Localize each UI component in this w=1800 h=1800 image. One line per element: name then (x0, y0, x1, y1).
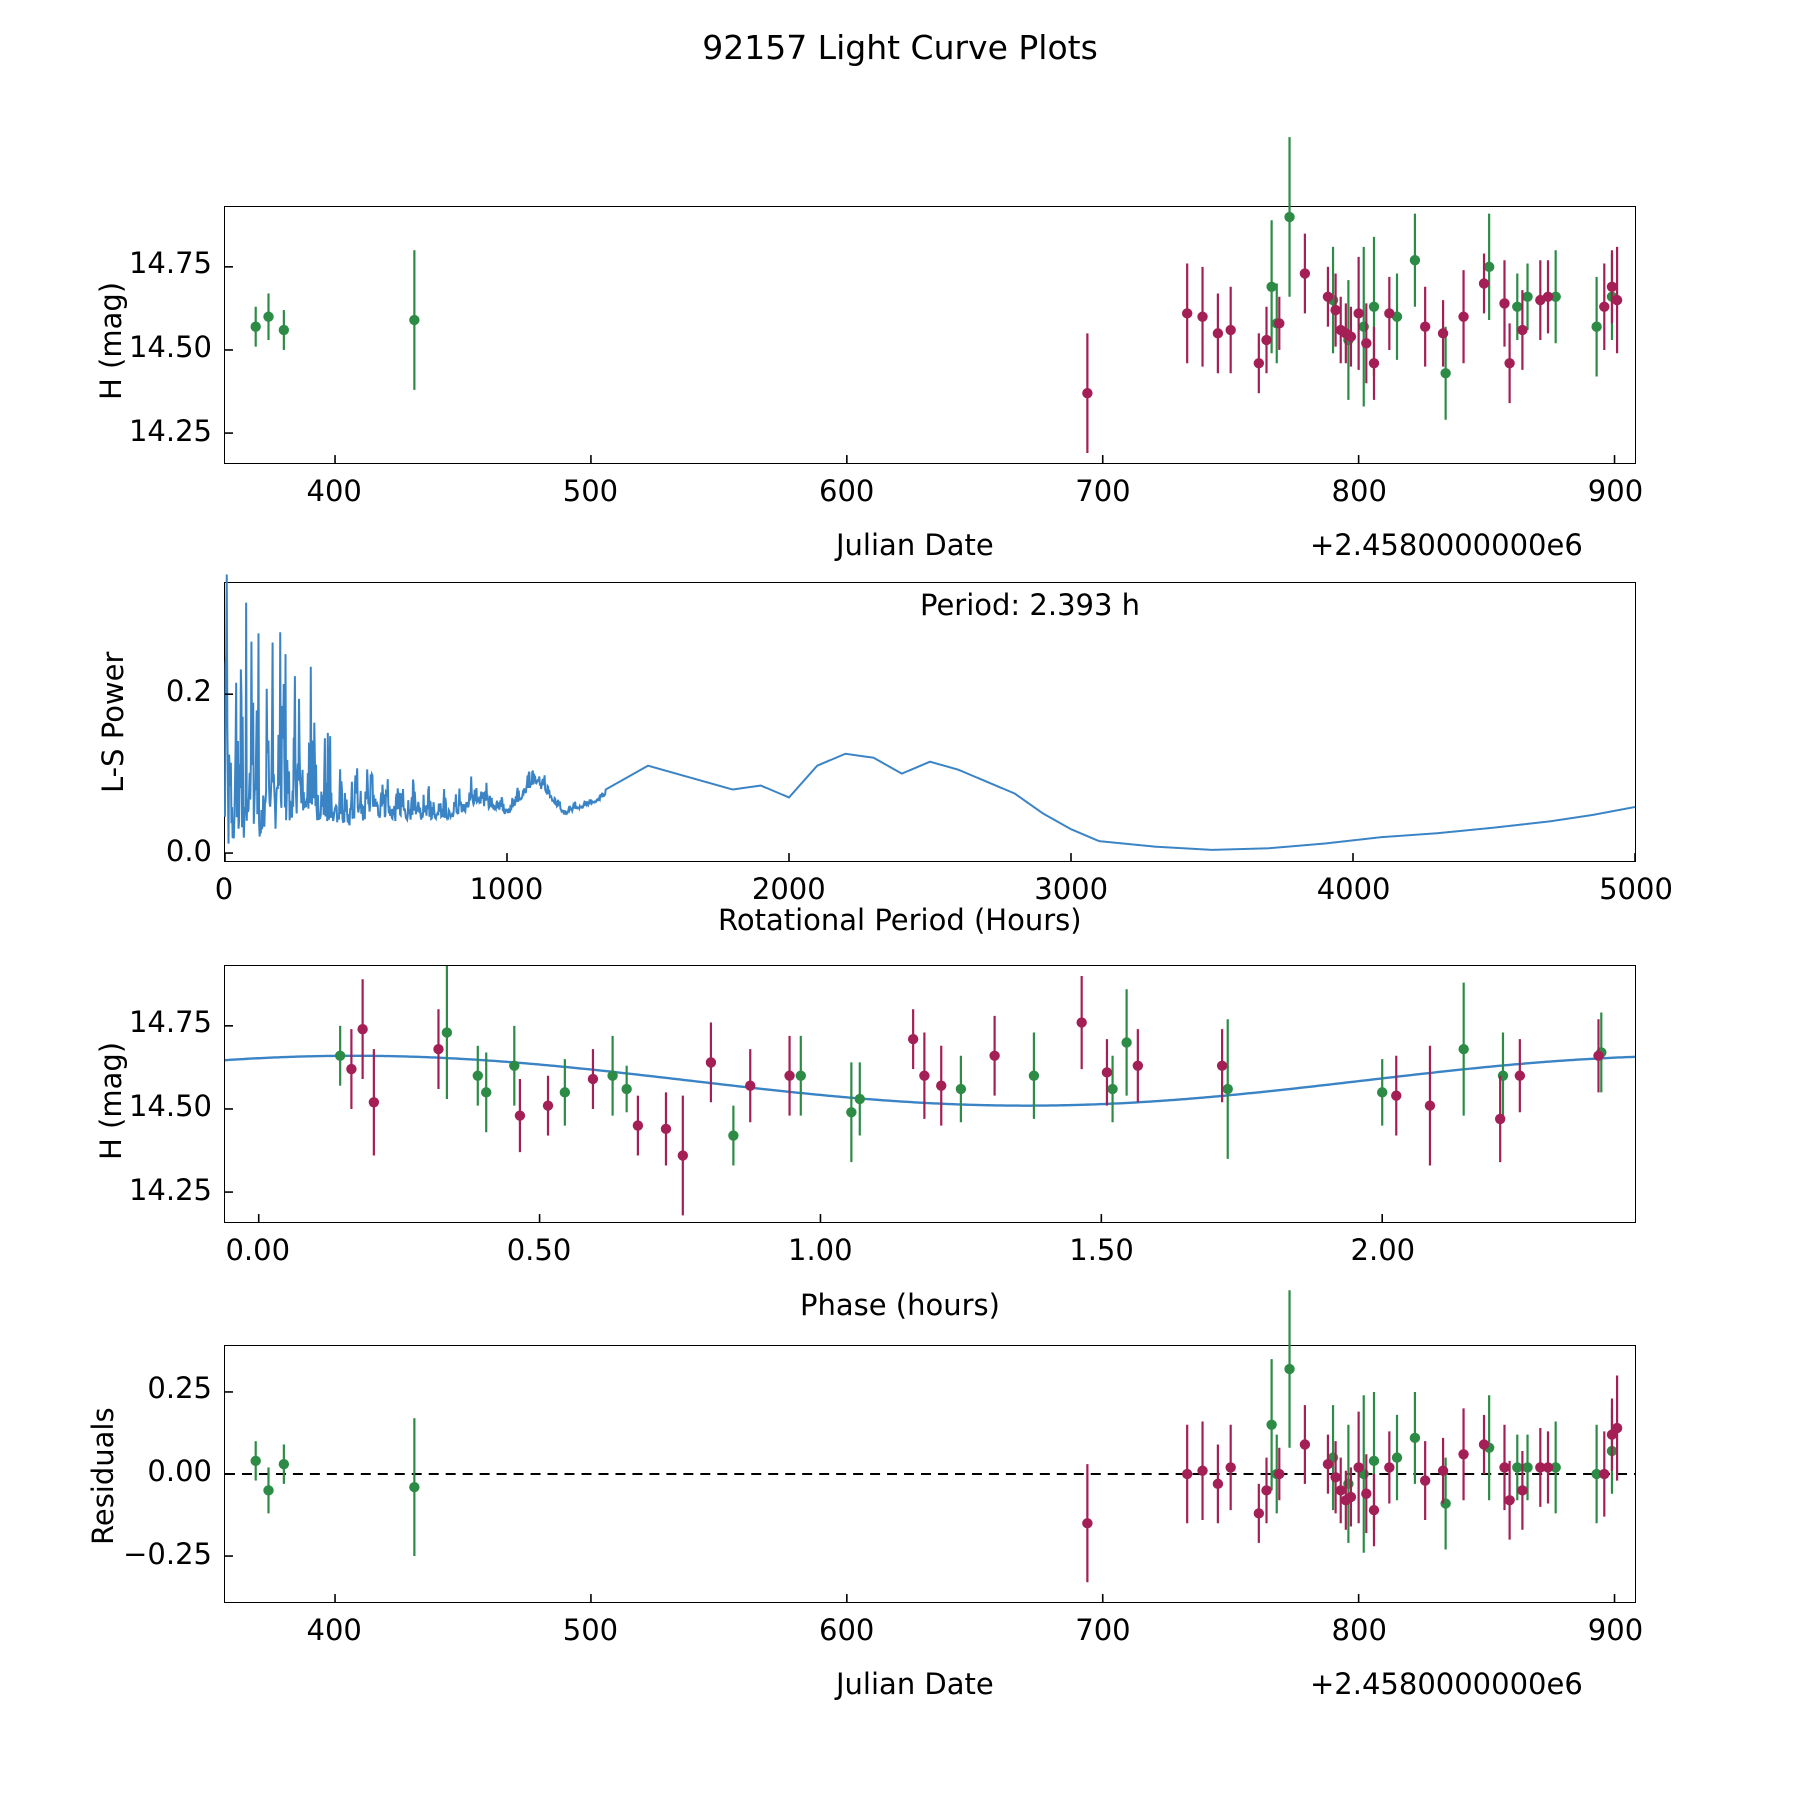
lightcurve-x-offset: +2.4580000000e6 (1310, 528, 1583, 562)
x-tick-label: 700 (1075, 1613, 1131, 1647)
x-tick-label: 800 (1331, 1613, 1387, 1647)
phased-xlabel: Phase (hours) (800, 1288, 1000, 1322)
residuals-ylabel: Residuals (86, 1407, 120, 1545)
x-tick-label: 500 (562, 1613, 619, 1647)
x-tick-label: 600 (819, 474, 875, 508)
x-tick-label: 0 (214, 872, 234, 906)
x-tick-label: 0.50 (506, 1233, 572, 1267)
x-tick-label: 900 (1587, 474, 1644, 508)
residuals-xlabel: Julian Date (836, 1667, 994, 1701)
page-title: 92157 Light Curve Plots (702, 28, 1098, 67)
y-tick-label: 14.50 (128, 330, 212, 365)
x-tick-label: 1.50 (1069, 1233, 1134, 1267)
periodogram-panel (224, 582, 1636, 862)
y-tick-label: 0.0 (165, 834, 212, 868)
periodogram-ylabel: L-S Power (96, 651, 130, 793)
phased-ylabel: H (mag) (94, 1041, 128, 1160)
phased-lightcurve-panel (224, 965, 1636, 1223)
y-tick-label: 14.75 (128, 1005, 212, 1040)
y-tick-label: 0.25 (147, 1371, 212, 1406)
y-tick-label: −0.25 (123, 1536, 212, 1571)
periodogram-xlabel: Rotational Period (Hours) (718, 903, 1082, 937)
x-tick-label: 900 (1587, 1613, 1644, 1647)
x-tick-label: 800 (1331, 474, 1387, 508)
x-tick-label: 500 (562, 474, 619, 508)
x-tick-label: 2000 (751, 872, 826, 906)
residuals-panel (224, 1345, 1636, 1603)
x-tick-label: 400 (306, 474, 362, 508)
lightcurve-ylabel: H (mag) (94, 281, 128, 400)
y-tick-label: 14.75 (128, 246, 212, 281)
lightcurve-xlabel: Julian Date (836, 528, 994, 562)
residuals-x-offset: +2.4580000000e6 (1310, 1667, 1583, 1701)
lightcurve-panel (224, 206, 1636, 464)
y-tick-label: 14.50 (128, 1089, 212, 1124)
x-tick-label: 600 (819, 1613, 875, 1647)
x-tick-label: 5000 (1599, 872, 1673, 906)
period-annotation: Period: 2.393 h (920, 588, 1141, 622)
y-tick-label: 0.00 (147, 1454, 212, 1488)
x-tick-label: 400 (306, 1613, 362, 1647)
y-tick-label: 0.2 (165, 674, 212, 708)
x-tick-label: 1.00 (788, 1233, 853, 1267)
y-tick-label: 14.25 (128, 1172, 212, 1207)
x-tick-label: 3000 (1034, 872, 1109, 906)
x-tick-label: 700 (1075, 474, 1131, 508)
x-tick-label: 0.00 (225, 1233, 291, 1267)
x-tick-label: 4000 (1316, 872, 1391, 906)
y-tick-label: 14.25 (128, 413, 212, 448)
x-tick-label: 2.00 (1350, 1233, 1416, 1267)
x-tick-label: 1000 (469, 872, 544, 906)
